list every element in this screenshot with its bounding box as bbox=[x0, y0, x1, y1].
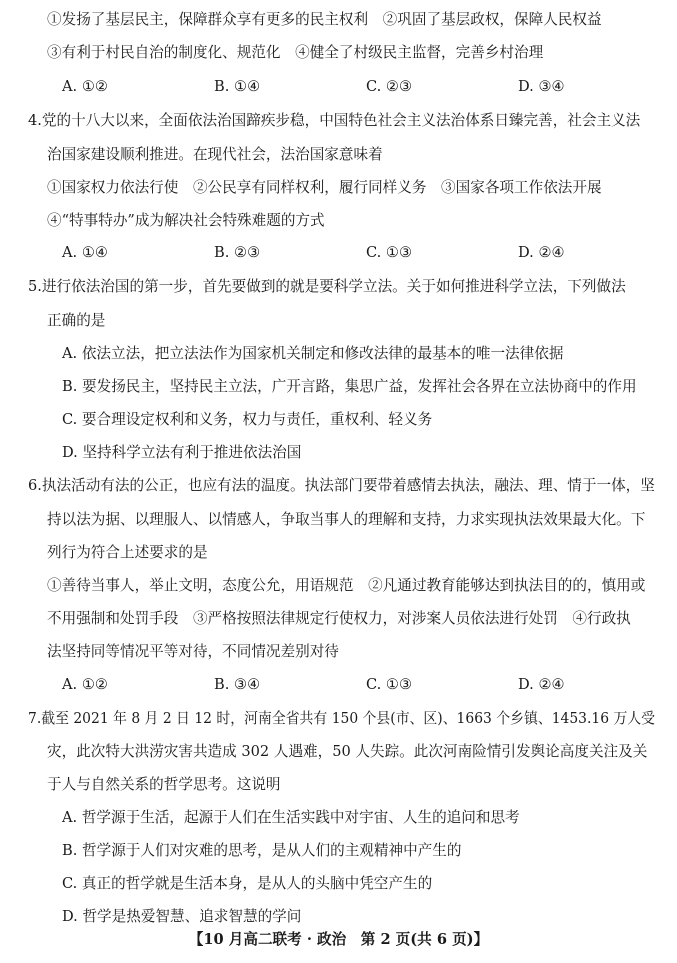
q7-stem-line-3: 于人与自然关系的哲学思考。这说明 bbox=[47, 776, 281, 793]
q4-option-c: C. ①③ bbox=[366, 244, 413, 261]
q4-option-d: D. ②④ bbox=[518, 244, 565, 261]
q5-option-b: B. 要发扬民主，坚持民主立法，广开言路，集思广益，发挥社会各界在立法协商中的作用 bbox=[62, 378, 637, 395]
q3-statement-line-1: ①发扬了基层民主，保障群众享有更多的民主权利 ②巩固了基层政权，保障人民权益 bbox=[47, 11, 602, 28]
q7-option-a: A. 哲学源于生活，起源于人们在生活实践中对宇宙、人生的追问和思考 bbox=[62, 809, 520, 826]
q6-option-c: C. ①③ bbox=[366, 676, 413, 693]
q6-statement-line-2: 不用强制和处罚手段 ③严格按照法律规定行使权力，对涉案人员依法进行处罚 ④行政执 bbox=[47, 610, 631, 627]
q5-stem-line-1: 5.进行依法治国的第一步，首先要做到的就是要科学立法。关于如何推进科学立法，下列做法 bbox=[28, 278, 626, 295]
q6-stem-line-3: 列行为符合上述要求的是 bbox=[47, 544, 208, 561]
q6-statement-line-3: 法坚持同等情况平等对待，不同情况差别对待 bbox=[47, 643, 339, 660]
q4-statement-line-2: ④“特事特办”成为解决社会特殊难题的方式 bbox=[47, 212, 325, 229]
q5-stem-line-2: 正确的是 bbox=[47, 312, 106, 329]
q5-option-a: A. 依法立法，把立法法作为国家机关制定和修改法律的最基本的唯一法律依据 bbox=[62, 345, 564, 362]
q6-option-a: A. ①② bbox=[62, 676, 108, 693]
q3-statement-line-2: ③有利于村民自治的制度化、规范化 ④健全了村级民主监督，完善乡村治理 bbox=[47, 44, 544, 61]
q4-statement-line-1: ①国家权力依法行使 ②公民享有同样权利，履行同样义务 ③国家各项工作依法开展 bbox=[47, 179, 602, 196]
q6-option-b: B. ③④ bbox=[214, 676, 261, 693]
q3-option-a: A. ①② bbox=[62, 78, 108, 95]
q4-stem-line-1: 4.党的十八大以来，全面依法治国蹄疾步稳，中国特色社会主义法治体系日臻完善，社会主义法 bbox=[28, 112, 641, 129]
q7-option-b: B. 哲学源于人们对灾难的思考，是从人们的主观精神中产生的 bbox=[62, 842, 462, 859]
q5-option-d: D. 坚持科学立法有利于推进依法治国 bbox=[62, 444, 302, 461]
q3-option-d: D. ③④ bbox=[518, 78, 565, 95]
page-footer: 【10 月高二联考 · 政治 第 2 页(共 6 页)】 bbox=[188, 931, 489, 948]
q7-stem-line-1: 7.截至 2021 年 8 月 2 日 12 时，河南全省共有 150 个县(市、区)、1663 个乡镇、1453.16 万人受 bbox=[28, 710, 656, 727]
q5-option-c: C. 要合理设定权利和义务，权力与责任，重权利、轻义务 bbox=[62, 411, 433, 428]
q7-stem-line-2: 灾，此次特大洪涝灾害共造成 302 人遇难，50 人失踪。此次河南险情引发舆论高度关注及关 bbox=[47, 743, 648, 760]
q6-option-d: D. ②④ bbox=[518, 676, 565, 693]
q4-option-b: B. ②③ bbox=[214, 244, 261, 261]
q4-option-a: A. ①④ bbox=[62, 244, 108, 261]
q3-option-b: B. ①④ bbox=[214, 78, 261, 95]
q7-option-d: D. 哲学是热爱智慧、追求智慧的学问 bbox=[62, 908, 302, 925]
q6-stem-line-2: 持以法为据、以理服人、以情感人，争取当事人的理解和支持，力求实现执法效果最大化。下 bbox=[47, 511, 646, 528]
q3-option-c: C. ②③ bbox=[366, 78, 413, 95]
q4-stem-line-2: 治国家建设顺利推进。在现代社会，法治国家意味着 bbox=[47, 146, 383, 163]
q7-option-c: C. 真正的哲学就是生活本身，是从人的头脑中凭空产生的 bbox=[62, 875, 433, 892]
q6-stem-line-1: 6.执法活动有法的公正，也应有法的温度。执法部门要带着感情去执法，融法、理、情于一体，坚 bbox=[28, 477, 655, 494]
q6-statement-line-1: ①善待当事人，举止文明，态度公允，用语规范 ②凡通过教育能够达到执法目的的，慎用或 bbox=[47, 577, 646, 594]
